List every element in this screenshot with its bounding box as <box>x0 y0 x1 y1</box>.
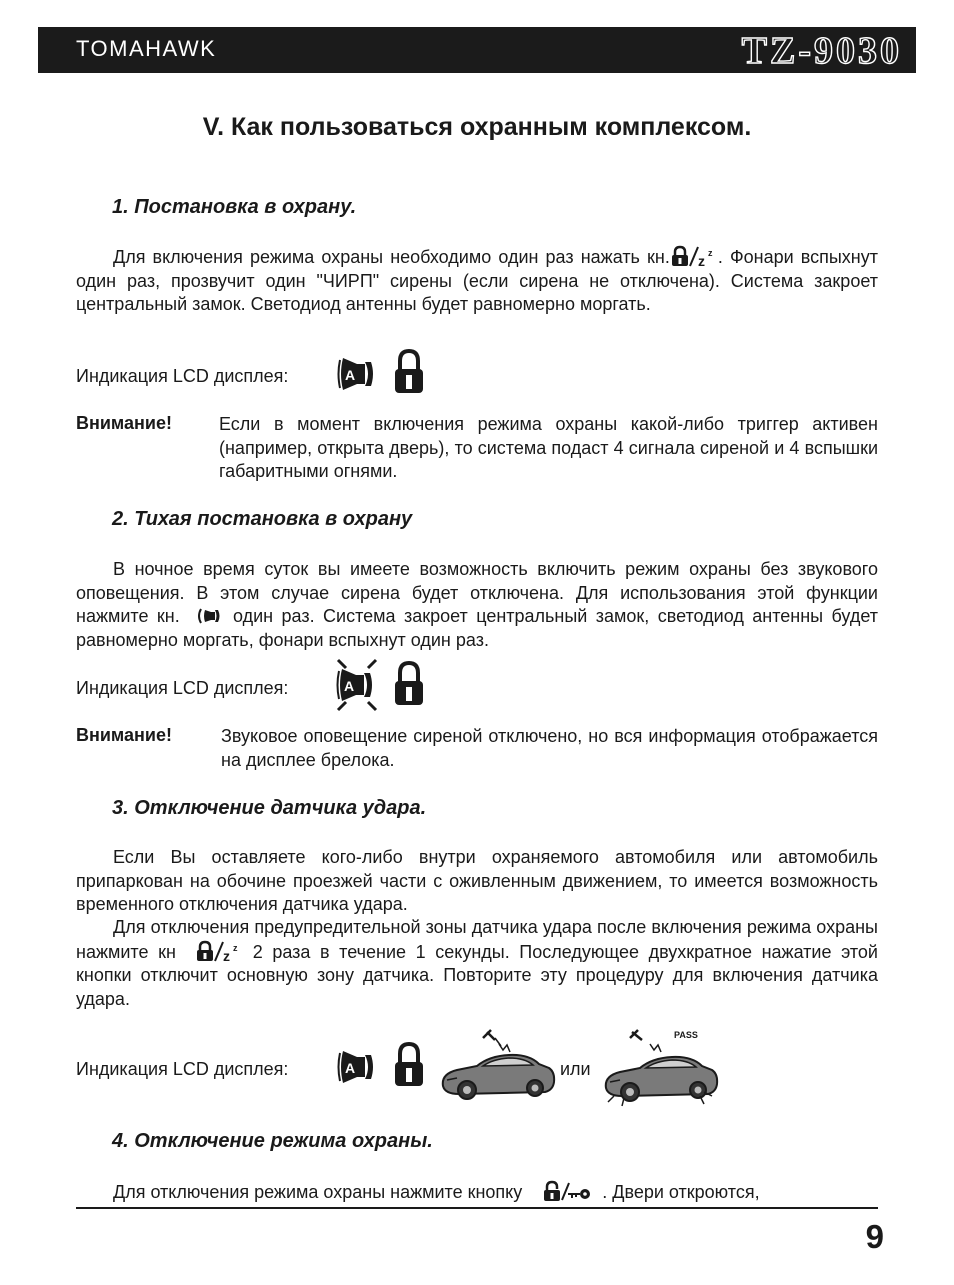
section-3-text-a: Для отключения предупредительной зоны датчика удара после включения режима охраны нажмите кн <box>76 917 878 962</box>
svg-text:z: z <box>233 942 238 953</box>
siren-icon <box>337 1043 379 1091</box>
footer-rule <box>76 1207 878 1209</box>
section-2-heading: 2. Тихая постановка в охрану <box>112 508 413 530</box>
header-bar <box>38 27 916 73</box>
siren-off-icon <box>334 658 380 712</box>
siren-muted-icon <box>197 606 225 626</box>
or-text: или <box>560 1059 591 1079</box>
lock-zz-icon <box>195 940 243 962</box>
section-3-text-b: 2 раза в течение 1 секунды. Последующее двухкратное нажатие этой кнопки отключит основную зону датчика. Повторите эту процедуру для включения датчика удара. <box>76 941 878 1009</box>
section-4-paragraph <box>76 1180 878 1205</box>
section-1-warning-label: Внимание! <box>76 413 172 433</box>
page-number: 9 <box>865 1218 884 1255</box>
model-name: TZ-9030 <box>741 30 902 72</box>
car-pass-icon <box>600 1024 722 1112</box>
svg-text:z: z <box>223 947 231 962</box>
lock-zz-icon <box>670 245 718 267</box>
section-2-text-b: один раз. Система закроет центральный замок, светодиод антенны будет равномерно моргать, фонари вспыхнут один раз. <box>76 606 878 650</box>
section-3-paragraph-1: Если Вы оставляете кого-либо внутри охраняемого автомобиля или автомобиль припаркован на обочине проезжей части с оживленным движением, то имеется возможность временного отключения датчика удара. <box>76 847 878 914</box>
page-title: V. Как пользоваться охранным комплексом. <box>202 113 752 141</box>
unlock-key-icon <box>542 1180 592 1202</box>
section-2-warning-text: Звуковое оповещение сиреной отключено, но вся информация отображается на дисплее брелока. <box>221 726 878 770</box>
car-shock-icon <box>437 1026 557 1106</box>
section-3-lcd-label: Индикация LCD дисплея: <box>76 1059 289 1079</box>
section-4-heading: 4. Отключение режима охраны. <box>112 1130 433 1152</box>
section-2-warning-label: Внимание! <box>76 725 172 745</box>
section-2-text-a: В ночное время суток вы имеете возможность включить режим охраны без звукового оповещения. В этом случае сирена будет отключена. Для использования этой функции нажмите кн. <box>76 559 878 626</box>
section-1-paragraph <box>76 245 878 317</box>
svg-text:z: z <box>697 253 705 267</box>
section-2-lcd-label: Индикация LCD дисплея: <box>76 678 289 698</box>
padlock-icon <box>391 660 427 708</box>
svg-text:z: z <box>707 248 713 258</box>
section-3-paragraph-2 <box>76 916 878 1011</box>
pass-label: PASS <box>674 1030 698 1040</box>
section-3-heading: 3. Отключение датчика удара. <box>112 797 427 819</box>
section-1-heading: 1. Постановка в охрану. <box>112 196 357 218</box>
section-4-text-b: . Двери откроются, <box>602 1182 760 1202</box>
section-2-paragraph <box>76 558 878 652</box>
section-4-text-a: Для отключения режима охраны нажмите кнопку <box>113 1182 523 1202</box>
padlock-icon <box>391 1041 427 1089</box>
section-1-text-a: Для включения режима охраны необходимо один раз нажать кн. <box>113 247 670 267</box>
section-1-warning-text: Если в момент включения режима охраны какой-либо триггер активен (например, открыта дверь), то система подаст 4 сигнала сиреной и 4 вспышки габаритными огнями. <box>219 414 878 481</box>
section-1-text-b: . Фонари вспыхнут один раз, прозвучит один "ЧИРП" сирены (если сирена не отключена). Система закроет центральный замок. Светодиод антенны будет равномерно моргать. <box>76 247 878 314</box>
brand-name: TOMAHAWK <box>76 36 217 61</box>
padlock-icon <box>391 348 427 396</box>
section-1-lcd-label: Индикация LCD дисплея: <box>76 366 289 386</box>
siren-icon <box>337 350 379 398</box>
